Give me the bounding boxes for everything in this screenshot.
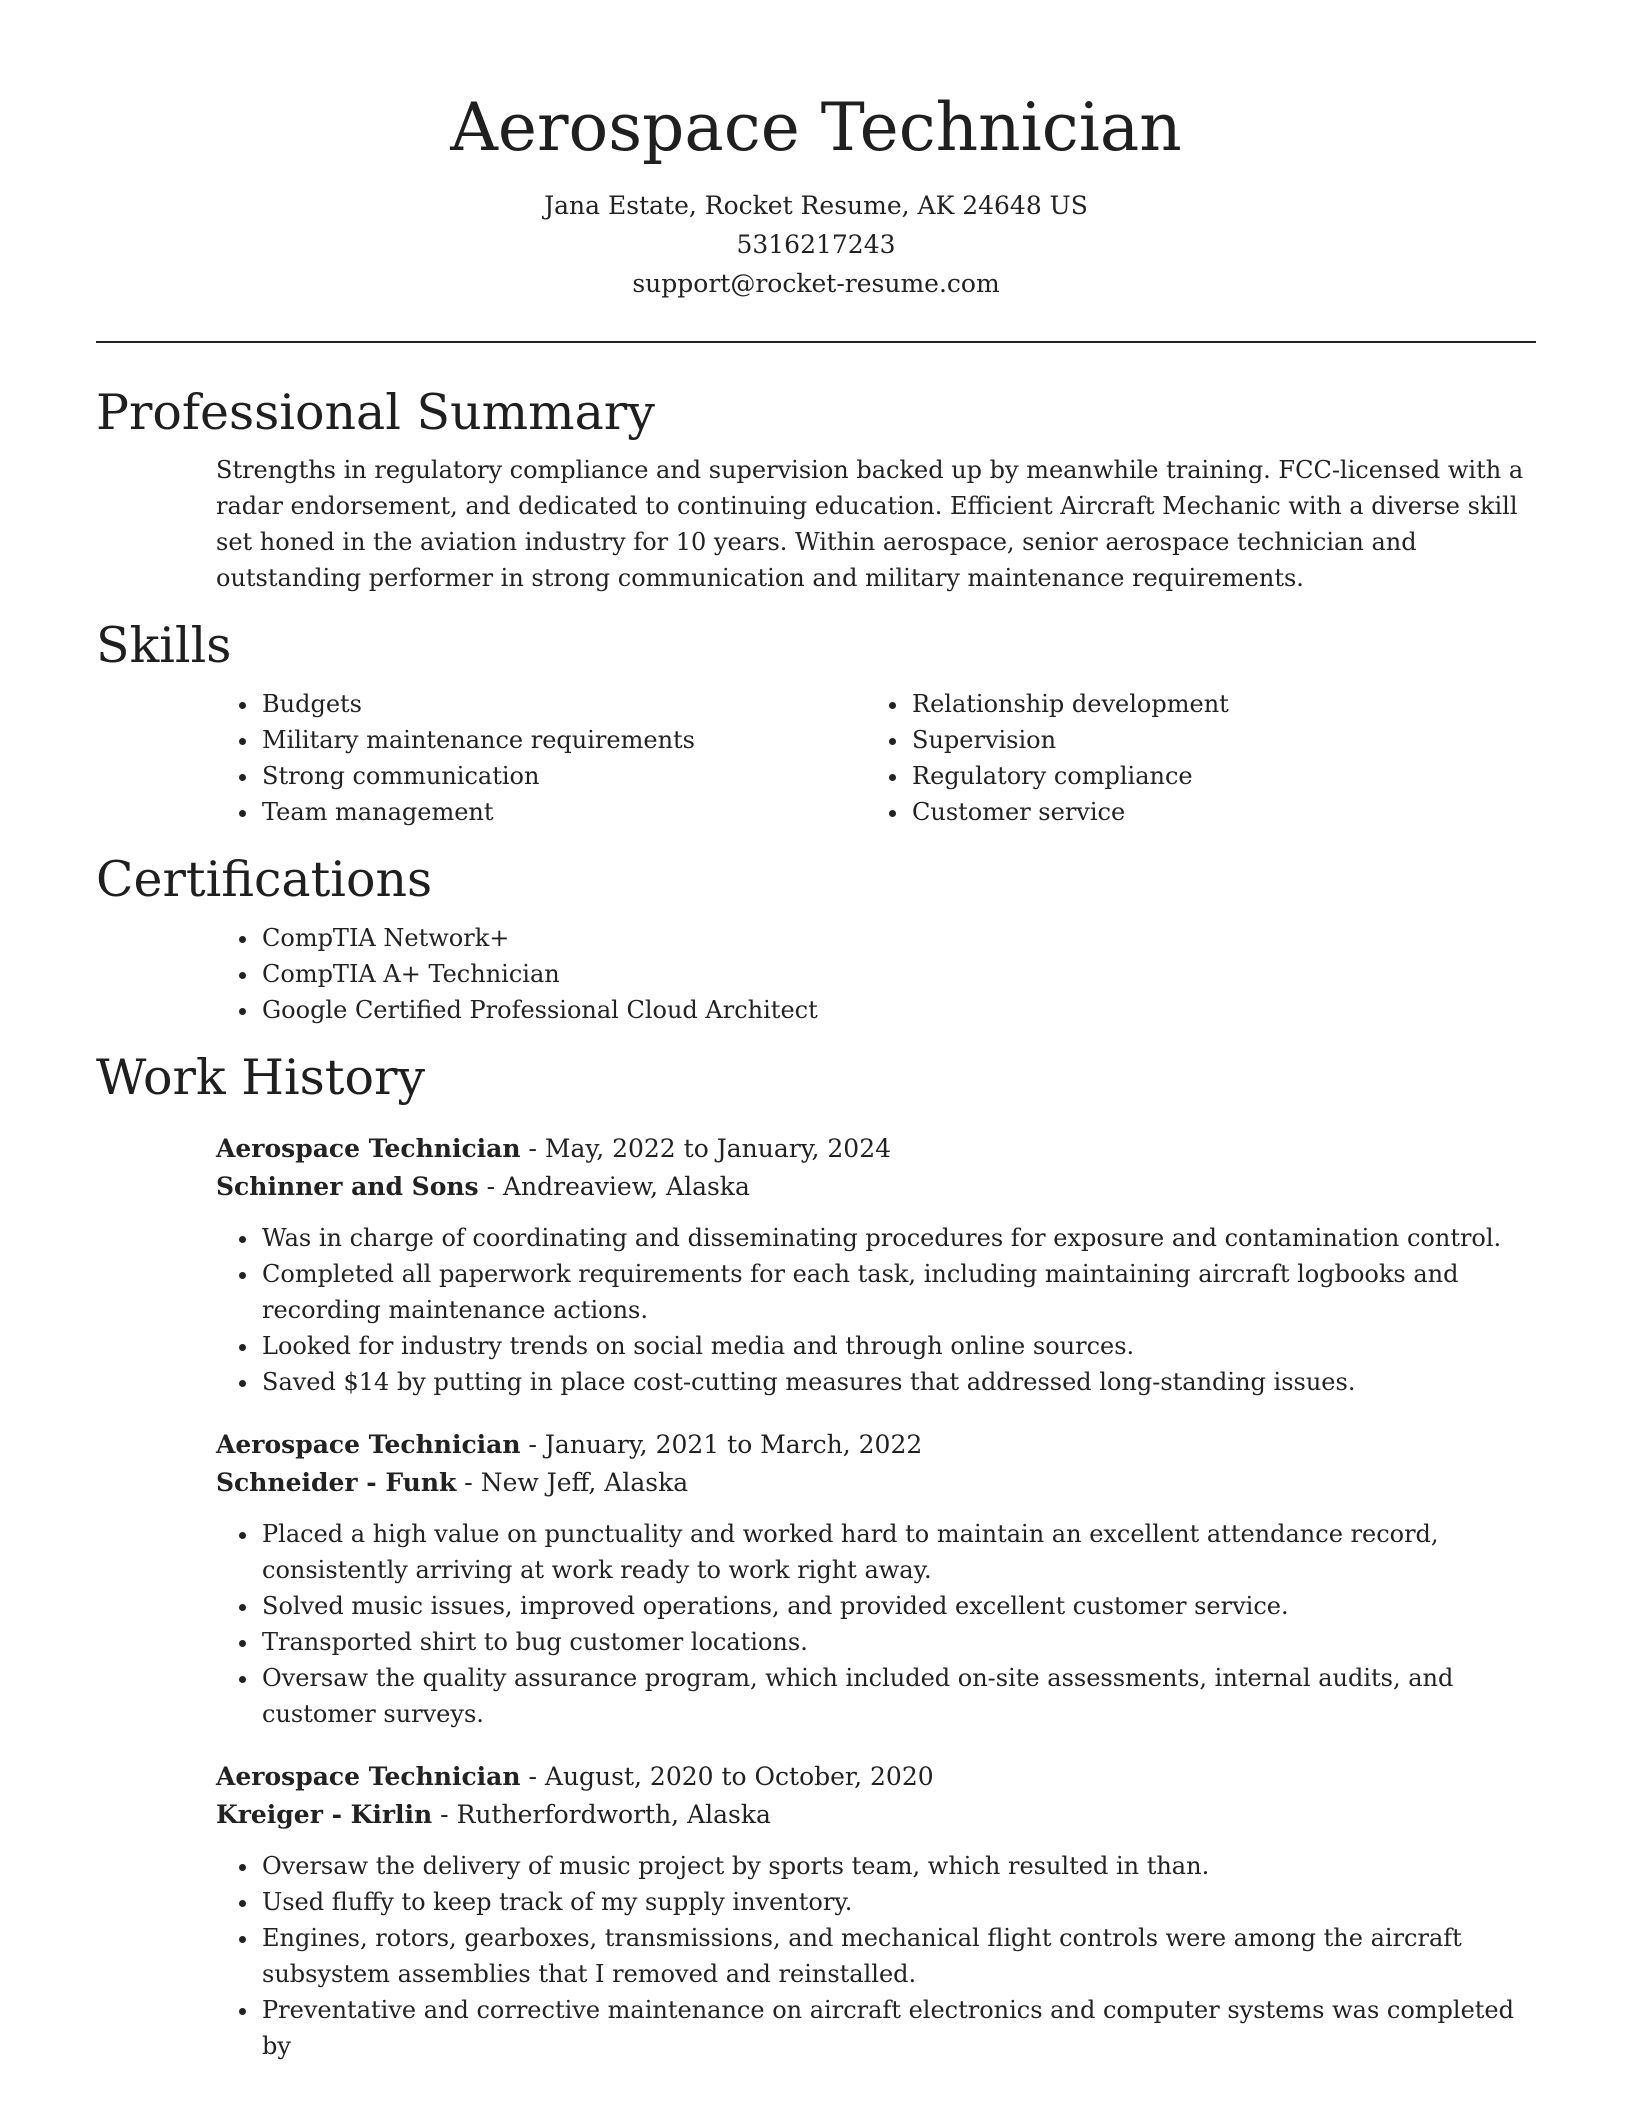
job-bullets [216,1516,1536,1732]
list-item: • CompTIA A+ Technician [260,956,1536,992]
list-item: • Used fluffy to keep track of my supply inventory. [260,1884,1536,1920]
list-item: • Completed all paperwork requirements for each task, including maintaining aircraft logbooks and recording maintenance actions. [260,1256,1536,1328]
list-item: • Relationship development [910,686,1516,722]
list-item: • Strong communication [260,758,866,794]
list-item: • Preventative and corrective maintenance on aircraft electronics and computer systems was completed by [260,1992,1536,2064]
certifications-heading: Certifications [96,851,433,908]
job-employer: Schinner and Sons [216,1172,479,1201]
list-item: • Solved music issues, improved operations, and provided excellent customer service. [260,1588,1536,1624]
list-item: • Engines, rotors, gearboxes, transmissions, and mechanical flight controls were among the aircraft subsystem assemblies that I removed and reinstalled. [260,1920,1536,1992]
skills-column-left [216,686,866,830]
list-item: • Supervision [910,722,1516,758]
job-employer: Schneider - Funk [216,1468,457,1497]
skills-list-left [216,686,866,830]
list-item: • Google Certified Professional Cloud Architect [260,992,1536,1028]
job-role: Aerospace Technician [216,1134,521,1163]
job-location: New Jeff, Alaska [480,1468,689,1497]
list-item: • Customer service [910,794,1516,830]
job-entry [216,1130,1536,1400]
work-history-section [96,1130,1536,2064]
job-bullets [216,1848,1536,2064]
skills-column-right [866,686,1516,830]
job-title-line: Aerospace Technician - August, 2020 to October, 2020 [216,1762,934,1791]
job-entry [216,1758,1536,2064]
summary-heading: Professional Summary [96,384,655,441]
job-entry [216,1426,1536,1732]
list-item: • Military maintenance requirements [260,722,866,758]
job-location: Rutherfordworth, Alaska [456,1800,771,1829]
list-item: • Oversaw the delivery of music project by sports team, which resulted in than. [260,1848,1536,1884]
header-divider [96,341,1536,343]
contact-phone: 5316217243 [736,230,896,259]
certifications-section [96,920,1536,1028]
list-item: • Was in charge of coordinating and disseminating procedures for exposure and contamination control. [260,1220,1536,1256]
job-title-line: Aerospace Technician - May, 2022 to January, 2024 [216,1134,892,1163]
list-item: • Transported shirt to bug customer locations. [260,1624,1536,1660]
list-item: • Saved $14 by putting in place cost-cutting measures that addressed long-standing issues. [260,1364,1536,1400]
job-employer-line: Schinner and Sons - Andreaview, Alaska [216,1172,750,1201]
work-history-heading: Work History [96,1049,426,1106]
resume-header [96,0,1536,303]
skills-list-right [866,686,1516,830]
list-item: • Looked for industry trends on social media and through online sources. [260,1328,1536,1364]
job-location: Andreaview, Alaska [502,1172,750,1201]
summary-text: Strengths in regulatory compliance and supervision backed up by meanwhile training. FCC-licensed with a radar endorsement, and dedicated to continuing education. Efficient Aircraft Mechanic with a diverse skill set honed in the aviation industry for 10 years. Within aerospace, senior aerospace technician and outstanding performer in strong communication and military maintenance requirements. [216,456,1524,592]
summary-section [96,452,1536,596]
list-item: • Team management [260,794,866,830]
job-dates: May, 2022 to January, 2024 [544,1134,892,1163]
list-item: • Oversaw the quality assurance program, which included on-site assessments, internal audits, and customer surveys. [260,1660,1536,1732]
job-dates: August, 2020 to October, 2020 [544,1762,934,1791]
skills-section [96,686,1536,830]
certifications-list [216,920,1536,1028]
job-bullets [216,1220,1536,1400]
job-employer-line: Kreiger - Kirlin - Rutherfordworth, Alaska [216,1800,771,1829]
list-item: • Placed a high value on punctuality and worked hard to maintain an excellent attendance record, consistently arriving at work ready to work right away. [260,1516,1536,1588]
contact-address: Jana Estate, Rocket Resume, AK 24648 US [544,191,1088,220]
list-item: • Regulatory compliance [910,758,1516,794]
job-employer: Kreiger - Kirlin [216,1800,433,1829]
job-role: Aerospace Technician [216,1430,521,1459]
candidate-name: Aerospace Technician [450,89,1182,166]
job-employer-line: Schneider - Funk - New Jeff, Alaska [216,1468,689,1497]
list-item: • Budgets [260,686,866,722]
skills-heading: Skills [96,617,232,674]
contact-email: support@rocket-resume.com [632,269,1000,298]
job-role: Aerospace Technician [216,1762,521,1791]
job-title-line: Aerospace Technician - January, 2021 to March, 2022 [216,1430,923,1459]
list-item: • CompTIA Network+ [260,920,1536,956]
job-dates: January, 2021 to March, 2022 [544,1430,923,1459]
